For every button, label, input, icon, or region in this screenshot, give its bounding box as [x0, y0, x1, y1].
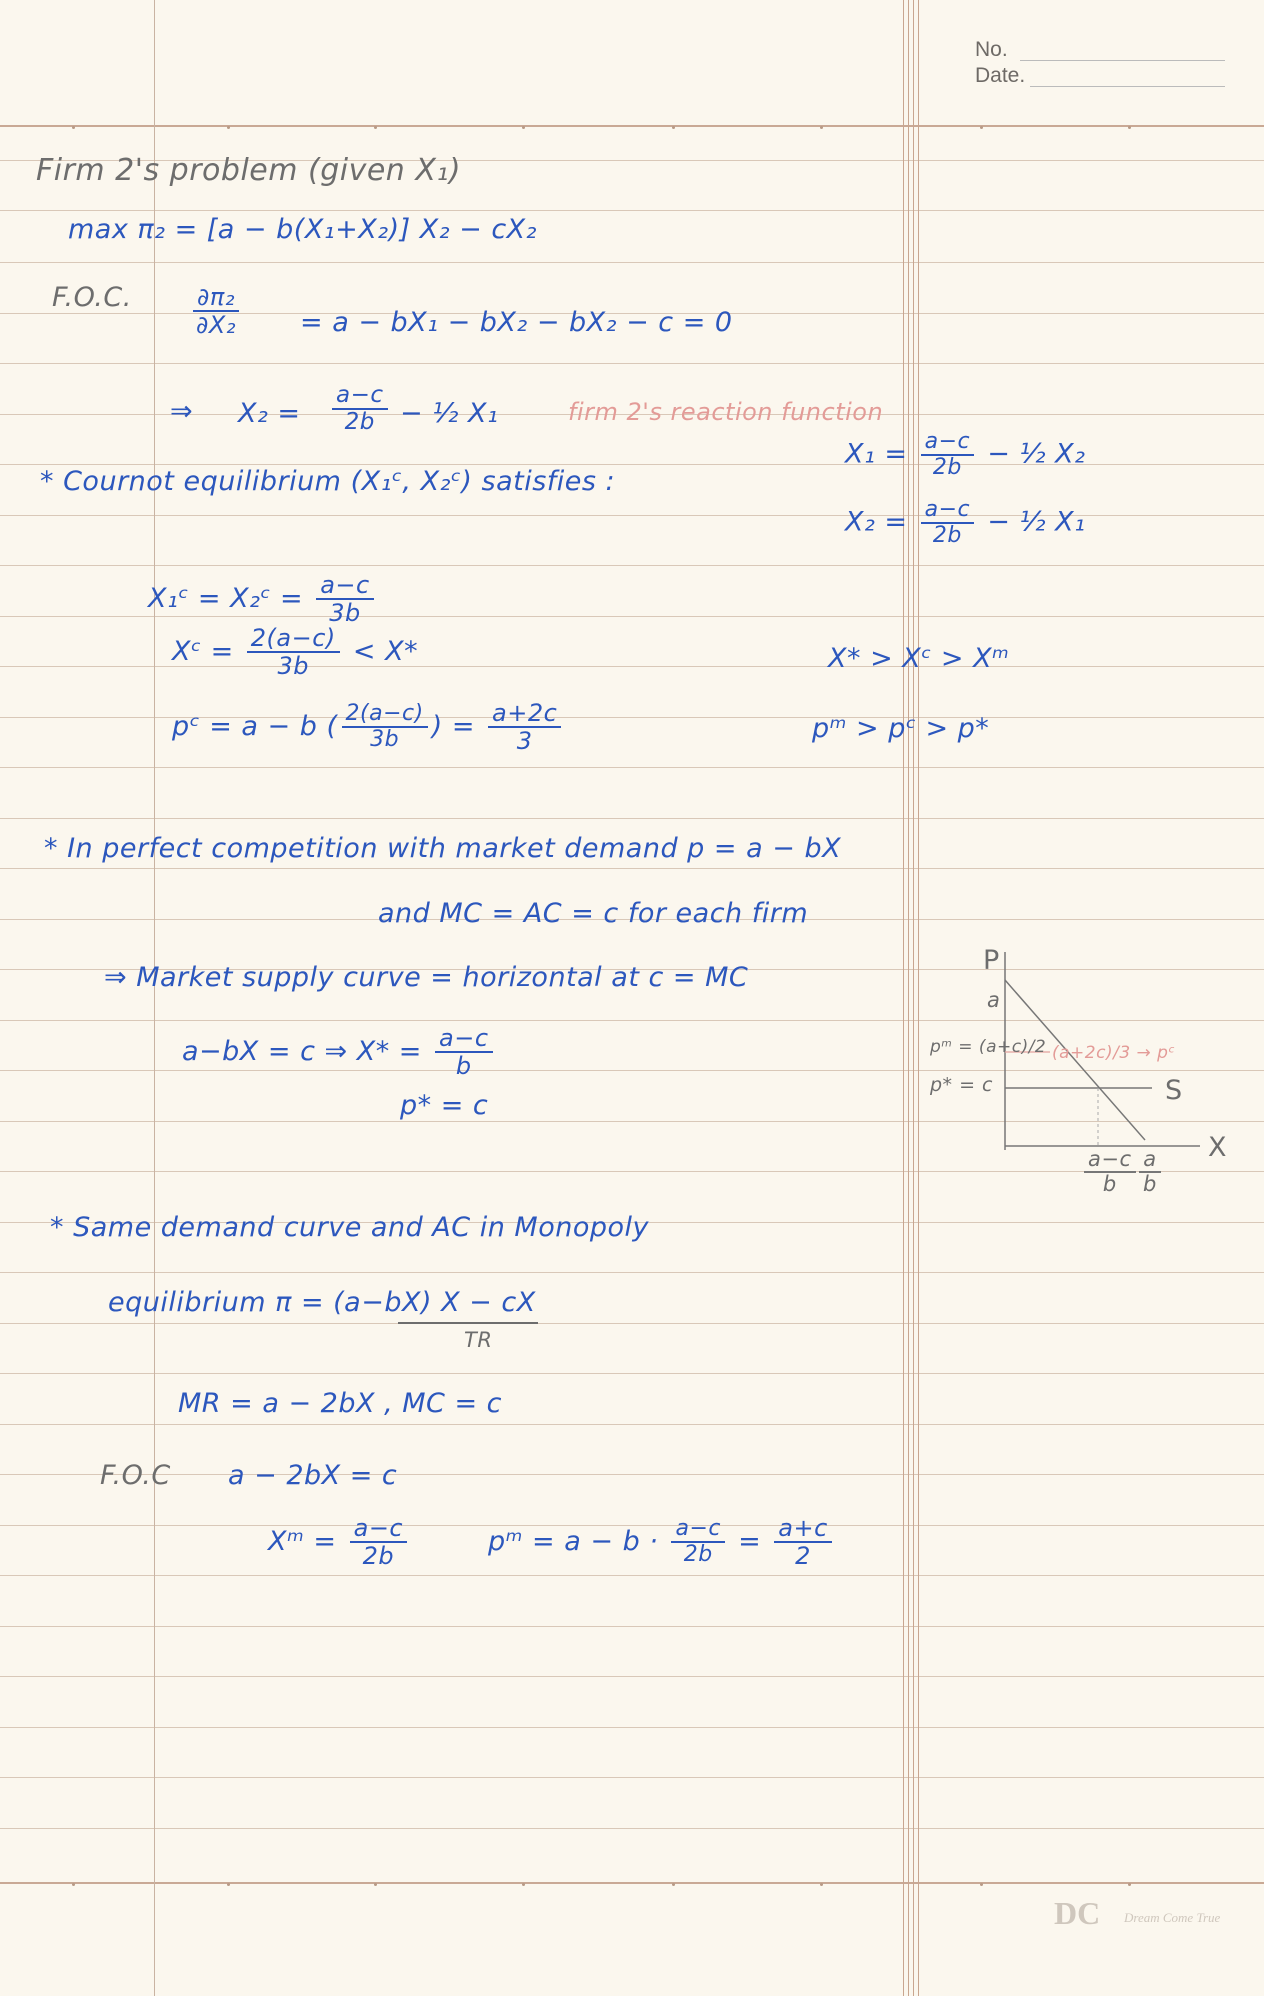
perfect-comp-heading: * In perfect competition with market demand p = a − bX: [44, 833, 842, 864]
ruled-line: [0, 1626, 1264, 1627]
ruled-line: [0, 818, 1264, 819]
cournot-xc-total: Xᶜ = $\frac{2(a-c)}{3b}$ < X*: [172, 624, 419, 681]
no-label: No.: [975, 38, 1008, 61]
margin-dot: [672, 126, 675, 129]
section-title-firm2: Firm 2's problem (given X₁): [36, 153, 462, 188]
ruled-line: [0, 767, 1264, 768]
foc-expression: = a − bX₁ − bX₂ − bX₂ − c = 0: [300, 307, 733, 338]
reaction-rest: − ½ X₁: [400, 398, 499, 429]
reaction-x2-lhs: X₂ =: [238, 398, 301, 429]
ruled-line: [0, 1424, 1264, 1425]
foc-derivative: $\frac{\text{∂π₂}}{\text{∂X₂}}$: [188, 284, 244, 339]
date-line: [1030, 86, 1225, 87]
ruled-line: [0, 868, 1264, 869]
ruled-line: [0, 1272, 1264, 1273]
left-margin-line: [154, 0, 155, 1996]
brand-logo-text: Dream Come True: [1124, 1910, 1221, 1925]
monopoly-price: pᵐ = a − b · $\frac{a-c}{2b}$ = $\frac{a+c}{2}$: [488, 1515, 836, 1570]
graph-x-label: X: [1208, 1132, 1227, 1163]
ruled-line: [0, 1727, 1264, 1728]
margin-dot: [820, 1883, 823, 1886]
monopoly-quantity: Xᵐ = $\frac{a-c}{2b}$: [268, 1515, 411, 1570]
reaction-x1: X₁ = $\frac{a-c}{2b}$ − ½ X₂: [845, 429, 1086, 481]
monopoly-foc-label: F.O.C: [100, 1460, 171, 1491]
graph-a-label: a: [987, 988, 1001, 1012]
ruled-line: [0, 1828, 1264, 1829]
margin-dot: [1128, 126, 1131, 129]
cournot-price: pᶜ = a − b ( $\frac{2(a-c)}{3b}$ ) = $\frac{a+2c}{3}$: [172, 700, 565, 755]
foc-label: F.O.C.: [52, 282, 132, 313]
center-line: [903, 0, 904, 1996]
margin-dot: [72, 126, 75, 129]
no-line: [1020, 60, 1225, 61]
graph-pstar-label: p* = c: [930, 1074, 994, 1096]
price-ranking: pᵐ > pᶜ > p*: [812, 713, 990, 744]
center-line: [918, 0, 919, 1996]
monopoly-heading: * Same demand curve and AC in Monopoly: [50, 1212, 649, 1243]
monopoly-mr-mc: MR = a − 2bX , MC = c: [178, 1388, 503, 1419]
monopoly-profit: equilibrium π = (a−bX) X − cX: [108, 1287, 536, 1318]
ruled-line: [0, 1575, 1264, 1576]
top-margin-rule: [0, 125, 1264, 127]
margin-dot: [227, 126, 230, 129]
market-supply: ⇒ Market supply curve = horizontal at c = MC: [104, 962, 749, 993]
center-line: [913, 0, 914, 1996]
graph-pc-label: (a+2c)/3 → pᶜ: [1052, 1043, 1176, 1063]
ruled-line: [0, 210, 1264, 211]
reaction-x2: X₂ = $\frac{a-c}{2b}$ − ½ X₁: [845, 497, 1086, 549]
margin-dot: [980, 126, 983, 129]
margin-dot: [374, 126, 377, 129]
ruled-line: [0, 1777, 1264, 1778]
reaction-annotation: firm 2's reaction function: [568, 398, 884, 426]
ruled-line: [0, 1676, 1264, 1677]
graph-intercept-tick: $\frac{a}{b}$: [1135, 1148, 1165, 1196]
margin-dot: [980, 1883, 983, 1886]
tr-underline: [398, 1322, 538, 1324]
monopoly-foc: a − 2bX = c: [228, 1460, 398, 1491]
bottom-margin-rule: [0, 1882, 1264, 1884]
margin-dot: [72, 1883, 75, 1886]
perfect-comp-quantity: a−bX = c ⇒ X* = $\frac{a-c}{b}$: [182, 1025, 497, 1080]
ruled-line: [0, 1373, 1264, 1374]
margin-dot: [227, 1883, 230, 1886]
margin-dot: [522, 1883, 525, 1886]
margin-dot: [522, 126, 525, 129]
graph-qstar-tick: $\frac{a-c}{b}$: [1080, 1148, 1140, 1196]
reaction-arrow: ⇒: [170, 396, 194, 427]
perfect-comp-cost: and MC = AC = c for each firm: [378, 898, 809, 929]
margin-dot: [1128, 1883, 1131, 1886]
cournot-heading: * Cournot equilibrium (X₁ᶜ, X₂ᶜ) satisfies :: [40, 466, 616, 497]
margin-dot: [820, 126, 823, 129]
brand-logo-mark: DC: [1054, 1895, 1101, 1931]
margin-dot: [672, 1883, 675, 1886]
tr-annotation: TR: [464, 1328, 493, 1352]
graph-pm-label: pᵐ = (a+c)/2: [930, 1037, 1047, 1057]
cournot-xc-individual: X₁ᶜ = X₂ᶜ = $\frac{a-c}{3b}$: [148, 572, 378, 627]
ruled-line: [0, 1474, 1264, 1475]
ruled-line: [0, 363, 1264, 364]
quantity-ranking: X* > Xᶜ > Xᵐ: [828, 643, 1010, 674]
center-line: [908, 0, 909, 1996]
reaction-fraction: $\frac{a-c}{2b}$: [328, 383, 392, 436]
ruled-line: [0, 262, 1264, 263]
ruled-line: [0, 1323, 1264, 1324]
graph-s-label: S: [1165, 1075, 1183, 1106]
margin-dot: [374, 1883, 377, 1886]
graph-p-label: P: [983, 945, 1000, 976]
date-label: Date.: [975, 64, 1026, 87]
firm2-objective: max π₂ = [a − b(X₁+X₂)] X₂ − cX₂: [68, 214, 538, 245]
ruled-line: [0, 565, 1264, 566]
perfect-comp-price: p* = c: [400, 1090, 489, 1121]
